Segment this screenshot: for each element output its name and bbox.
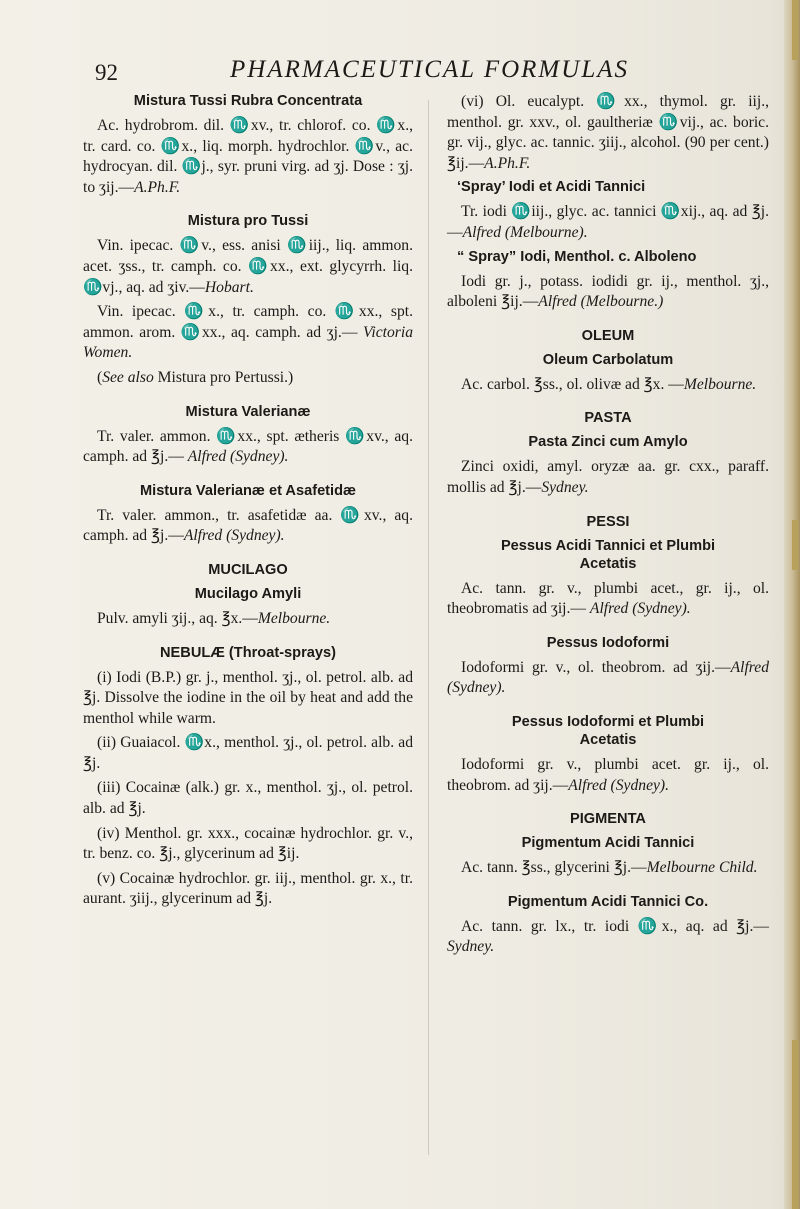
source: Alfred (Melbourne). xyxy=(462,223,588,241)
formula-item: (ii) Guaiacol. ♏x., menthol. ʒj., ol. petrol. alb. ad ℥j. xyxy=(83,734,413,772)
source: Alfred (Sydney). xyxy=(183,527,285,545)
formula-heading: Pasta Zinci cum Amylo xyxy=(528,434,688,451)
source: A.Ph.F. xyxy=(484,154,531,172)
page-edge xyxy=(784,0,800,1209)
formula-heading: Pessus Iodoformi xyxy=(546,634,670,651)
section-heading: OLEUM xyxy=(581,327,635,344)
running-head: PHARMACEUTICAL FORMULAS xyxy=(230,56,629,83)
formula-heading-line2: Acetatis xyxy=(579,555,637,572)
source: Melbourne Child. xyxy=(646,859,758,877)
section-heading: PESSI xyxy=(586,513,630,530)
formula-heading: Mistura Tussi Rubra Concentrata xyxy=(133,93,363,109)
source: Sydney. xyxy=(447,938,495,956)
formula-text: Iodoformi gr. v., ol. theobrom. ad ʒij.—Alfred (Sydney). xyxy=(447,658,769,697)
column-divider xyxy=(428,100,429,1155)
source: Sydney. xyxy=(541,478,589,496)
cross-reference: (See also Mistura pro Pertussi.) xyxy=(97,368,294,386)
source: Alfred (Melbourne.) xyxy=(538,293,664,311)
formula-item: (v) Cocainæ hydrochlor. gr. iij., menthol. gr. x., tr. aurant. ʒiij., glycerinum ad ℥j. xyxy=(83,869,413,908)
formula-text: Zinci oxidi, amyl. oryzæ aa. gr. cxx., paraff. mollis ad ℥j.—Sydney. xyxy=(447,458,769,496)
formula-heading: Mistura pro Tussi xyxy=(187,213,309,230)
formula-text: Vin. ipecac. ♏x., tr. camph. co. ♏xx., spt. ammon. arom. ♏xx., aq. camph. ad ʒj.— Victoria Women. xyxy=(83,303,413,362)
source: A.Ph.F. xyxy=(134,178,181,196)
formula-heading: “ Spray” Iodi, Menthol. c. Alboleno xyxy=(457,248,697,265)
formula-text: Tr. iodi ♏iij., glyc. ac. tannici ♏xij., aq. ad ℥j.—Alfred (Melbourne). xyxy=(447,203,769,241)
source: Melbourne. xyxy=(257,609,331,627)
formula-text: Ac. tann. gr. lx., tr. iodi ♏x., aq. ad ℥j.—Sydney. xyxy=(447,917,769,956)
section-heading: NEBULÆ (Throat-sprays) xyxy=(160,644,336,661)
formula-text: Iodoformi gr. v., plumbi acet. gr. ij., ol. theobrom. ad ʒij.—Alfred (Sydney). xyxy=(447,755,769,794)
formula-item: (iv) Menthol. gr. xxx., cocainæ hydrochlor. gr. v., tr. benz. co. ℥j., glycerinum ad ℥ij. xyxy=(83,824,413,863)
formula-text: Tr. valer. ammon. ♏xx., spt. ætheris ♏xv., aq. camph. ad ℥j.— Alfred (Sydney). xyxy=(83,427,413,466)
formula-text: Iodi gr. j., potass. iodidi gr. ij., menthol. ʒj., alboleni ℥ij.—Alfred (Melbourne.) xyxy=(447,272,769,311)
section-heading: PASTA xyxy=(584,410,632,427)
formula-heading: Pessus Acidi Tannici et Plumbi xyxy=(500,537,716,554)
source: Alfred (Sydney). xyxy=(187,448,289,466)
formula-text: Ac. hydrobrom. dil. ♏xv., tr. chlorof. co. ♏x., tr. card. co. ♏x., liq. morph. hydrochlor. ♏v., ac. hydrocyan. dil. ♏j., syr. pruni virg. ad ʒj. Dose : ʒj. to ʒij.—A.Ph.F. xyxy=(83,117,413,196)
source: Victoria Women. xyxy=(83,323,413,362)
source: Alfred (Sydney). xyxy=(447,658,769,697)
source: Alfred (Sydney). xyxy=(568,776,670,794)
formula-text: Tr. valer. ammon., tr. asafetidæ aa. ♏xv., aq. camph. ad ℥j.—Alfred (Sydney). xyxy=(83,506,413,545)
source: Alfred (Sydney). xyxy=(589,600,691,618)
formula-heading: Oleum Carbolatum xyxy=(542,351,674,368)
formula-heading-line2: Acetatis xyxy=(579,731,637,748)
formula-heading: Mistura Valerianæ et Asafetidæ xyxy=(139,482,356,499)
formula-text: Vin. ipecac. ♏v., ess. anisi ♏iij., liq. ammon. acet. ʒss., tr. camph. co. ♏xx., ext. glycyrrh. liq. ♏vj., aq. ad ʒiv.—Hobart. xyxy=(83,237,413,296)
right-column xyxy=(447,92,769,962)
section-heading: PIGMENTA xyxy=(570,811,646,828)
formula-text: Pulv. amyli ʒij., aq. ℥x.—Melbourne. xyxy=(97,609,331,627)
formula-item: (vi) Ol. eucalypt. ♏xx., thymol. gr. iij., menthol. gr. xxv., ol. gaultheriæ ♏vij., ac. boric. gr. vij., glyc. ac. tannic. ʒiij., alcohol. (90 per cent.) ℥ij.—A.Ph.F. xyxy=(447,93,769,172)
page-number: 92 xyxy=(95,60,118,85)
formula-text: Ac. tann. ℥ss., glycerini ℥j.—Melbourne Child. xyxy=(461,859,758,877)
formula-text: Ac. tann. gr. v., plumbi acet., gr. ij., ol. theobromatis ad ʒij.— Alfred (Sydney). xyxy=(447,579,769,618)
left-column xyxy=(83,92,413,914)
formula-heading: Mucilago Amyli xyxy=(194,585,302,602)
formula-text: Ac. carbol. ℥ss., ol. olivæ ad ℥x. —Melbourne. xyxy=(461,375,757,393)
formula-heading: ‘Spray’ Iodi et Acidi Tannici xyxy=(457,179,646,196)
formula-heading: Mistura Valerianæ xyxy=(185,403,311,420)
section-heading: MUCILAGO xyxy=(208,561,288,578)
formula-heading: Pessus Iodoformi et Plumbi xyxy=(511,713,705,730)
source: Hobart. xyxy=(204,278,254,296)
formula-heading: Pigmentum Acidi Tannici Co. xyxy=(507,893,709,910)
formula-item: (iii) Cocainæ (alk.) gr. x., menthol. ʒj., ol. petrol. alb. ad ℥j. xyxy=(83,779,413,818)
source: Melbourne. xyxy=(683,375,757,393)
formula-item: (i) Iodi (B.P.) gr. j., menthol. ʒj., ol. petrol. alb. ad ℥j. Dissolve the iodine in the oil by heat and add the menthol while warm. xyxy=(83,668,413,727)
formula-heading: Pigmentum Acidi Tannici xyxy=(521,835,695,852)
